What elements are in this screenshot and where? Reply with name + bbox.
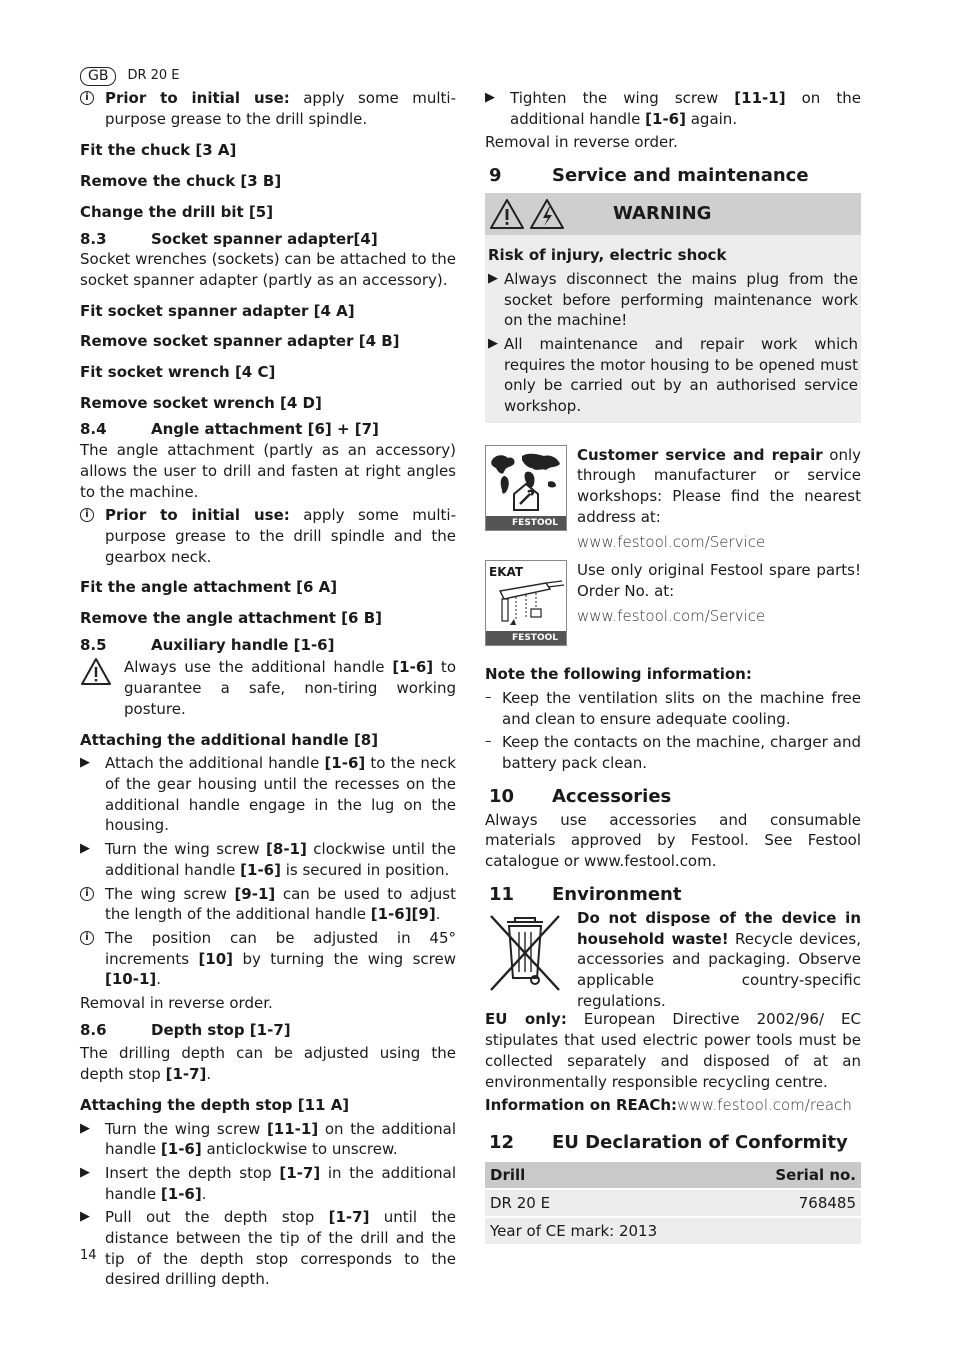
arrow-bullet-icon: ▶ xyxy=(80,841,90,857)
note-item xyxy=(485,688,861,729)
warning-item-text: Always disconnect the mains plug from the socket before performing maintenance work on the machine! xyxy=(504,269,858,330)
step-text: anticlockwise to unscrew. xyxy=(201,1140,398,1159)
arrow-bullet-icon: ▶ xyxy=(80,1164,90,1180)
table-header-cell: Serial no. xyxy=(649,1162,861,1188)
warning-triangle-icon xyxy=(489,198,525,231)
eu-text xyxy=(485,1009,861,1092)
step-item xyxy=(485,88,861,129)
right-column xyxy=(485,88,861,1246)
heading-attach-depth: Attaching the depth stop [11 A] xyxy=(80,1095,350,1114)
step-text: to the neck of the gear housing until the recesses on the additional handle engage in the lug on the housing. xyxy=(105,754,456,835)
info-text: . xyxy=(156,970,162,989)
table-header-row xyxy=(485,1162,861,1188)
step-text: Insert the depth stop xyxy=(105,1163,280,1182)
step-text: in the additional handle xyxy=(105,1163,456,1203)
warning-item xyxy=(488,269,858,331)
festool-brand: FESTOOL xyxy=(486,516,566,530)
caution-note xyxy=(80,657,456,719)
conformity-table xyxy=(485,1160,861,1246)
step-text: Turn the wing screw xyxy=(105,840,267,859)
dash-bullet: – xyxy=(485,689,492,705)
world-map-service-icon xyxy=(486,446,566,516)
step-ref: [11-1] xyxy=(734,89,786,107)
caution-ref: [1-6] xyxy=(392,658,434,677)
section-10 xyxy=(485,786,861,808)
warning-item-text: All maintenance and repair work which requires the motor housing to be opened must only be carried out by an authorised service workshop. xyxy=(504,334,858,416)
step-ref: [1-7] xyxy=(328,1208,370,1227)
step-item xyxy=(80,1119,456,1160)
info-note xyxy=(80,884,456,925)
section-number: 8.6 xyxy=(80,1020,107,1039)
info-note xyxy=(80,928,456,990)
eu-bold: EU only: xyxy=(485,1010,567,1029)
reach-info xyxy=(485,1095,861,1116)
page-number: 14 xyxy=(80,1248,97,1263)
section-11 xyxy=(485,884,861,906)
info-text: . xyxy=(435,905,441,924)
table-row xyxy=(485,1218,861,1244)
heading-attach-handle: Attaching the additional handle [8] xyxy=(80,730,379,749)
ekat-row xyxy=(485,560,861,646)
warning-header xyxy=(485,193,861,235)
section-8-3 xyxy=(80,229,456,250)
heading-change-bit: Change the drill bit [5] xyxy=(80,202,274,221)
step-text: . xyxy=(201,1184,207,1203)
table-cell: 768485 xyxy=(649,1190,861,1216)
info-text: The wing screw xyxy=(105,884,235,903)
arrow-bullet-icon: ▶ xyxy=(485,90,495,105)
step-text: until the distance between the tip of the drill and the tip of the depth stop corresponds to the desired drilling depth. xyxy=(105,1208,456,1289)
service-link[interactable]: www.festool.com/Service xyxy=(577,532,766,551)
ekat-image xyxy=(485,560,567,646)
step-text: on the additional handle xyxy=(105,1119,456,1159)
service-row xyxy=(485,445,861,553)
warning-triangle-icon xyxy=(80,657,112,687)
step-item xyxy=(80,839,456,880)
heading-remove-adapter: Remove socket spanner adapter [4 B] xyxy=(80,332,400,351)
heading-fit-chuck: Fit the chuck [3 A] xyxy=(80,141,237,160)
step-text: Turn the wing screw xyxy=(105,1119,267,1138)
warning-title: WARNING xyxy=(613,202,712,224)
arrow-bullet-icon: ▶ xyxy=(488,335,498,351)
step-text: Attach the additional handle xyxy=(105,754,325,773)
heading-fit-wrench: Fit socket wrench [4 C] xyxy=(80,363,276,382)
note-text: apply some multi-purpose grease to the drill spindle. xyxy=(105,89,456,128)
step-item xyxy=(80,1163,456,1204)
step-ref: [1-6] xyxy=(240,860,281,879)
step-item xyxy=(80,1207,456,1290)
arrow-bullet-icon: ▶ xyxy=(80,1209,90,1225)
arrow-bullet-icon: ▶ xyxy=(488,270,498,286)
info-ref: [10] xyxy=(198,949,234,968)
section-12 xyxy=(485,1132,861,1154)
service-body: only through manufacturer or service workshops: Please find the nearest address at: xyxy=(577,445,861,526)
removal-text: Removal in reverse order. xyxy=(485,133,678,152)
section-number: 10 xyxy=(489,785,515,807)
section-number: 8.4 xyxy=(80,420,107,439)
table-header-cell: Drill xyxy=(485,1162,649,1188)
heading-fit-angle: Fit the angle attachment [6 A] xyxy=(80,578,338,597)
table-row xyxy=(485,1190,861,1216)
section-title: Environment xyxy=(552,883,682,905)
step-text: again. xyxy=(685,109,738,128)
info-icon: i xyxy=(80,508,94,522)
section-8-6 xyxy=(80,1020,456,1041)
service-bold: Customer service and repair xyxy=(577,445,823,464)
step-text: Pull out the depth stop xyxy=(105,1208,329,1227)
info-icon: i xyxy=(80,931,94,945)
language-badge: GB xyxy=(80,67,116,86)
left-column xyxy=(80,88,456,1290)
paragraph-8-3: Socket wrenches (sockets) can be attached to the socket spanner adapter (partly as an accessory). xyxy=(80,250,456,289)
section-8-4 xyxy=(80,419,456,440)
ekat-label: EKAT xyxy=(489,565,524,580)
reach-link[interactable]: www.festool.com/reach xyxy=(677,1096,852,1115)
step-text: clockwise until the additional handle xyxy=(105,840,457,879)
note-bold: Prior to initial use: xyxy=(105,89,290,107)
section-number: 11 xyxy=(489,883,515,905)
info-ref: [1-6][9] xyxy=(370,905,436,924)
info-ref: [10-1] xyxy=(105,970,157,989)
environment-body: Recycle devices, accessories and packaging. Observe applicable country-specific regulations. xyxy=(577,929,861,1010)
heading-fit-adapter: Fit socket spanner adapter [4 A] xyxy=(80,301,355,320)
section-title: Socket spanner adapter[4] xyxy=(151,229,378,248)
section-title: Service and maintenance xyxy=(552,165,809,187)
step-text: Tighten the wing screw xyxy=(510,89,735,107)
arrow-bullet-icon: ▶ xyxy=(80,1120,90,1136)
warning-item xyxy=(488,334,858,417)
step-ref: [1-6] xyxy=(645,109,686,128)
step-ref: [1-6] xyxy=(160,1184,202,1203)
step-text: on the additional handle xyxy=(510,89,861,128)
section-8-5 xyxy=(80,635,456,656)
heading-remove-chuck: Remove the chuck [3 B] xyxy=(80,172,282,191)
note-heading: Note the following information: xyxy=(485,665,752,684)
info-note xyxy=(80,88,456,129)
section-number: 8.3 xyxy=(80,229,107,248)
paragraph-text: The drilling depth can be adjusted using the depth stop xyxy=(80,1044,456,1084)
info-icon: i xyxy=(80,887,94,901)
paragraph-8-6 xyxy=(80,1043,456,1084)
caution-text: Always use the additional handle xyxy=(124,658,393,677)
environment-text xyxy=(577,908,861,1012)
crossed-bin-icon xyxy=(485,908,565,994)
section-title: Auxiliary handle [1-6] xyxy=(151,635,335,654)
warning-risk: Risk of injury, electric shock xyxy=(488,246,727,265)
info-text: can be used to adjust the length of the additional handle xyxy=(105,884,456,924)
paragraph-8-4: The angle attachment (partly as an accessory) allows the user to drill and fasten at right angles to the machine. xyxy=(80,441,456,501)
section-title: EU Declaration of Conformity xyxy=(552,1131,848,1153)
info-note xyxy=(80,505,456,567)
removal-text: Removal in reverse order. xyxy=(80,994,273,1013)
paragraph-text: . xyxy=(206,1065,212,1084)
dash-bullet: – xyxy=(485,734,492,750)
model-name: DR 20 E xyxy=(127,68,180,83)
ekat-text: Use only original Festool spare parts! Order No. at: xyxy=(577,561,861,600)
step-ref: [1-6] xyxy=(324,754,366,773)
note-item xyxy=(485,732,861,773)
arrow-bullet-icon: ▶ xyxy=(80,755,90,771)
info-text: The position can be adjusted in 45° increments xyxy=(105,928,456,968)
paragraph-ref: [1-7] xyxy=(165,1065,207,1084)
note-item-text: Keep the ventilation slits on the machine free and clean to ensure adequate cooling. xyxy=(502,688,861,728)
spare-parts-icon xyxy=(486,579,566,631)
eu-body: European Directive 2002/96/ EC stipulates that used electric power tools must be collected separately and disposed of at an environmentally responsible recycling centre. xyxy=(485,1010,861,1091)
warning-box xyxy=(485,193,861,423)
section-number: 12 xyxy=(489,1131,515,1153)
step-ref: [1-6] xyxy=(160,1140,202,1159)
section-number: 9 xyxy=(489,165,502,187)
electric-shock-icon xyxy=(529,198,565,231)
service-text xyxy=(577,445,861,528)
section-title: Accessories xyxy=(552,785,672,807)
note-text: apply some multi-purpose grease to the drill spindle and the gearbox neck. xyxy=(105,506,456,566)
step-ref: [1-7] xyxy=(279,1163,321,1182)
festool-brand: FESTOOL xyxy=(486,631,566,645)
reach-bold: Information on REACh: xyxy=(485,1096,678,1115)
ekat-link[interactable]: www.festool.com/Service xyxy=(577,606,766,625)
section-number: 8.5 xyxy=(80,635,107,654)
heading-remove-wrench: Remove socket wrench [4 D] xyxy=(80,393,322,412)
heading-remove-angle: Remove the angle attachment [6 B] xyxy=(80,609,382,628)
caution-text: to guarantee a safe, non-tiring working posture. xyxy=(124,658,456,718)
step-ref: [11-1] xyxy=(266,1119,319,1138)
service-image xyxy=(485,445,567,531)
environment-block xyxy=(485,908,861,1012)
step-item xyxy=(80,753,456,836)
note-item-text: Keep the contacts on the machine, charger and battery pack clean. xyxy=(502,733,861,773)
section-title: Depth stop [1-7] xyxy=(151,1020,291,1039)
info-icon: i xyxy=(80,91,94,105)
environment-bold: Do not dispose of the device in household waste! xyxy=(577,908,861,948)
table-cell: Year of CE mark: 2013 xyxy=(485,1218,861,1244)
step-text: is secured in position. xyxy=(280,860,450,879)
step-ref: [8-1] xyxy=(266,840,307,859)
page-header xyxy=(80,66,180,87)
info-ref: [9-1] xyxy=(234,884,276,903)
section-title: Angle attachment [6] + [7] xyxy=(151,420,379,439)
paragraph-10: Always use accessories and consumable materials approved by Festool. See Festool catalogue or www.festool.com. xyxy=(485,810,861,871)
section-9 xyxy=(485,165,861,187)
note-bold: Prior to initial use: xyxy=(105,506,290,525)
info-text: by turning the wing screw xyxy=(233,949,456,968)
table-cell: DR 20 E xyxy=(485,1190,649,1216)
